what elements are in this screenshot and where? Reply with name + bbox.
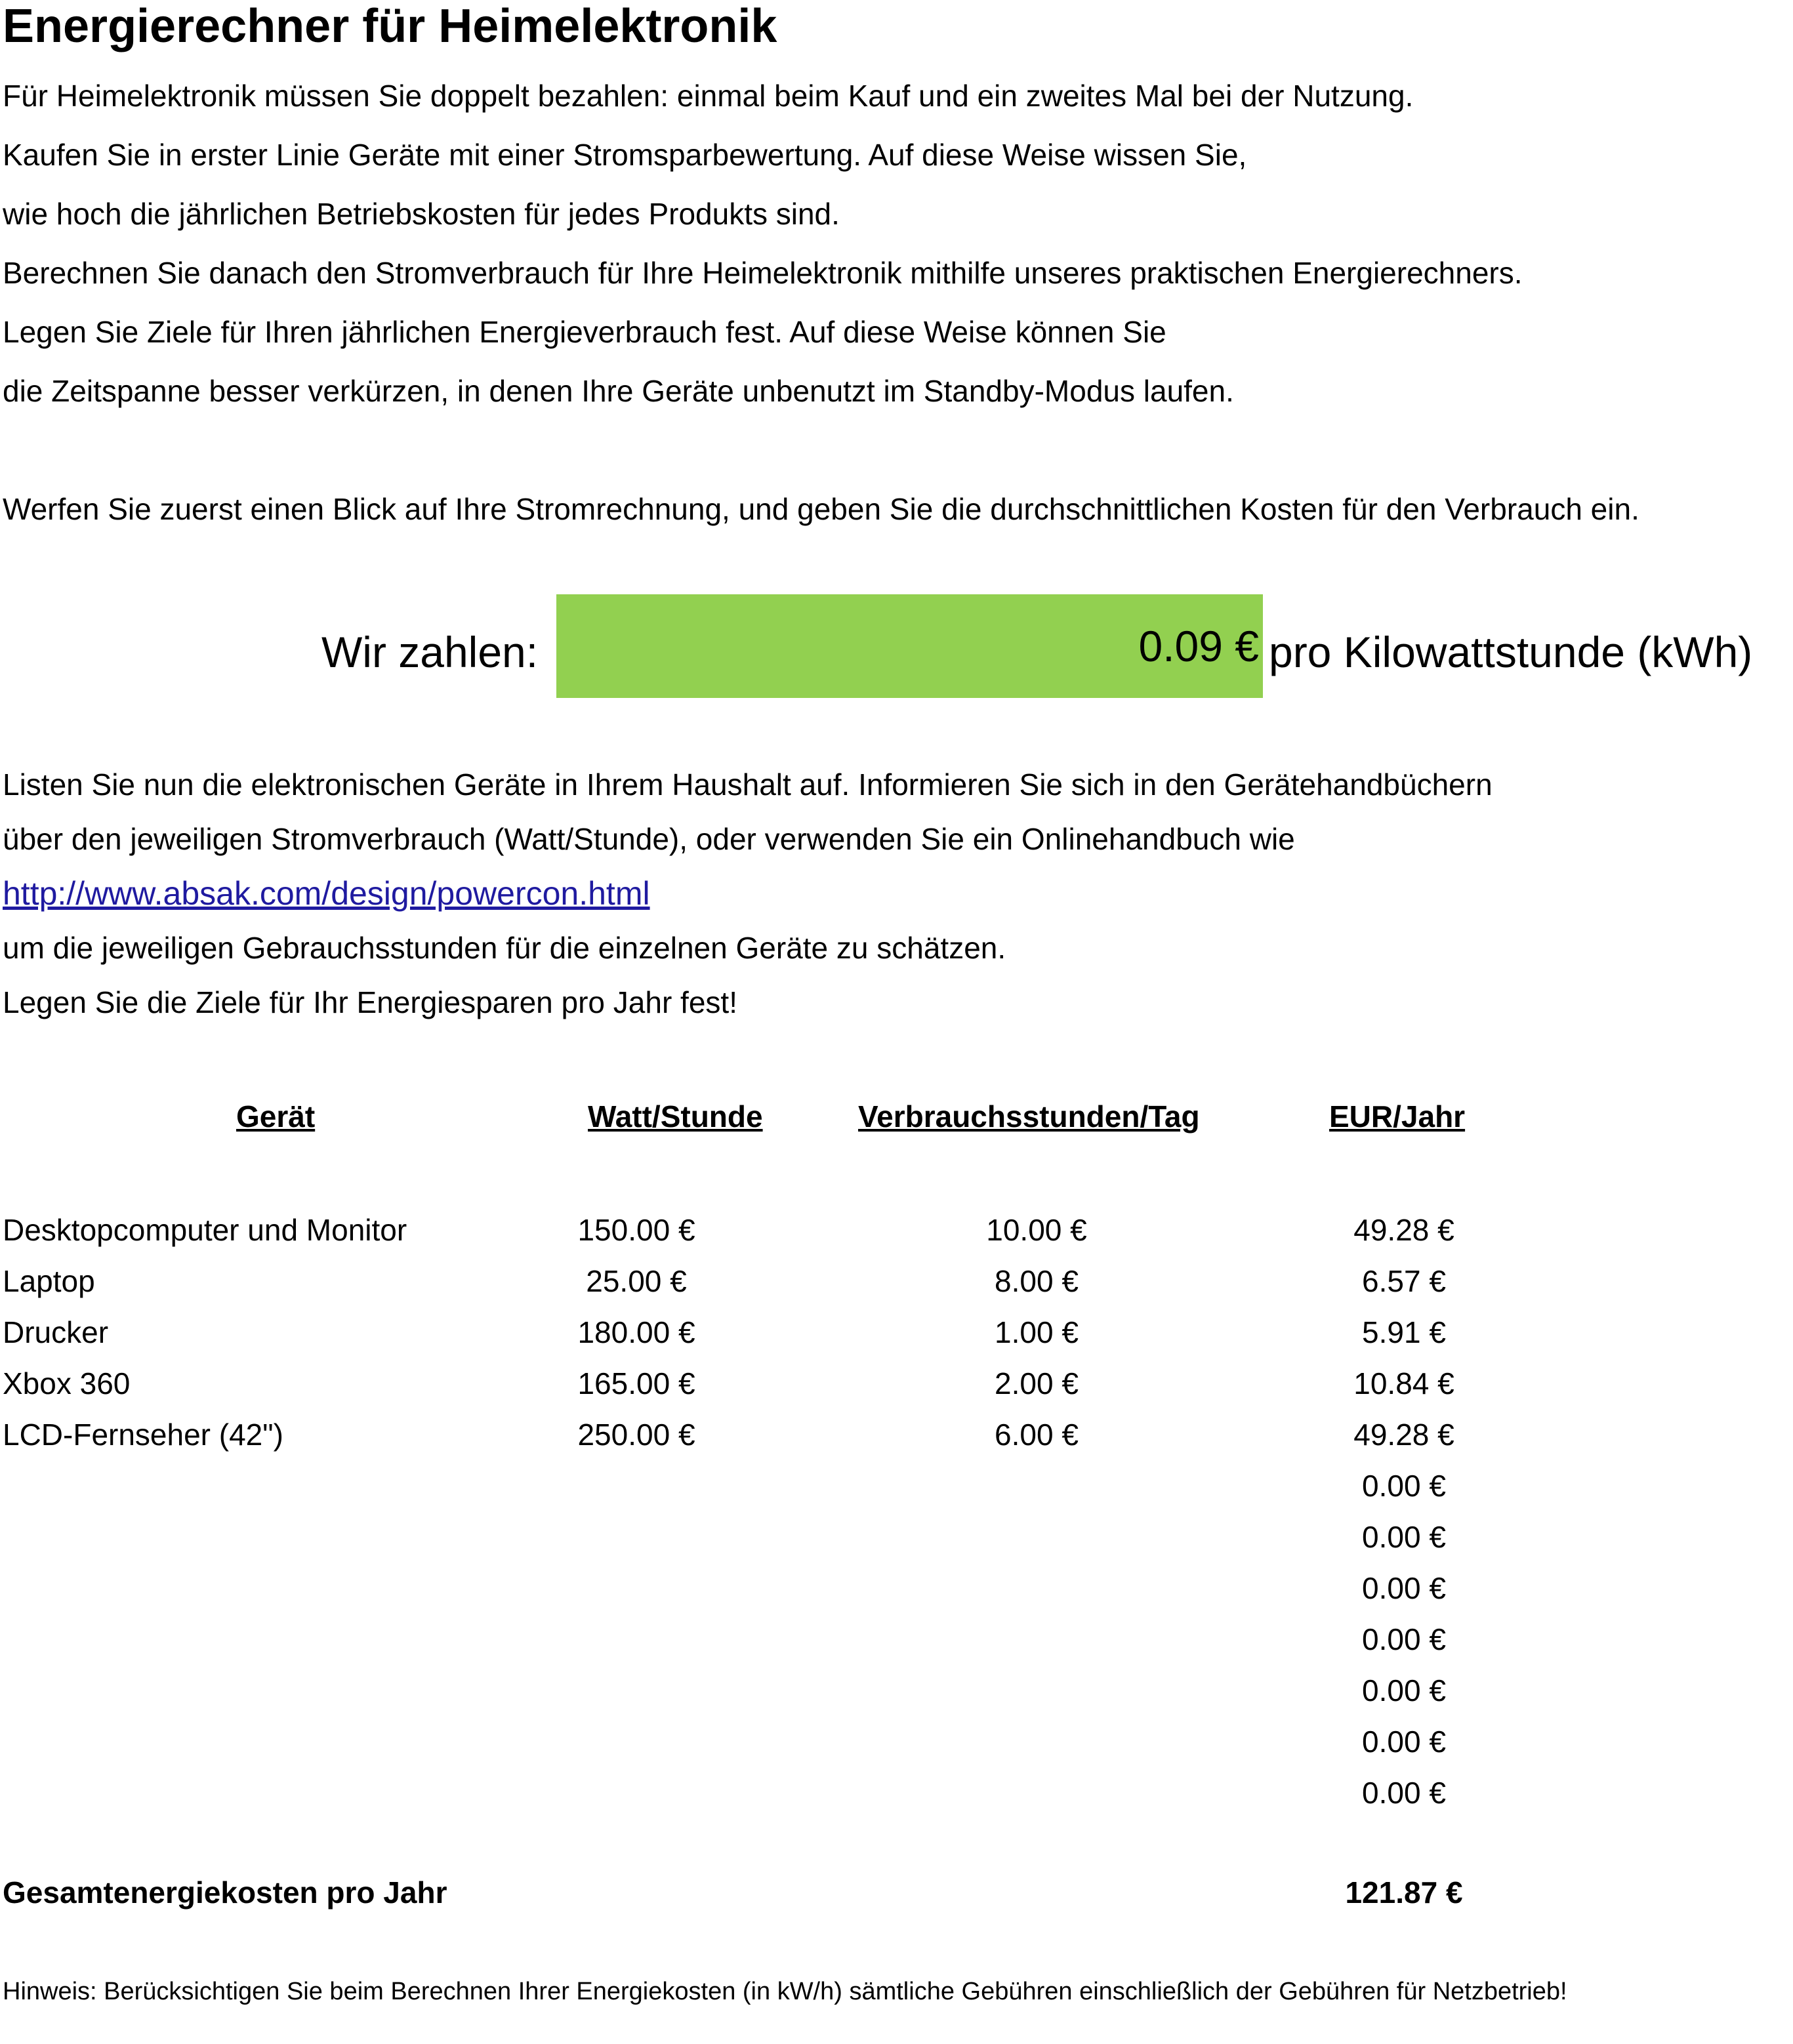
eur-cell: 49.28 € — [1353, 1213, 1454, 1247]
watt-cell[interactable]: 165.00 € — [577, 1366, 695, 1400]
eur-cell: 6.57 € — [1362, 1264, 1446, 1298]
intro-line: Für Heimelektronik müssen Sie doppelt bezahlen: einmal beim Kauf und ein zweites Mal bei der Nutzung. — [3, 79, 1414, 113]
table-row — [0, 1514, 1793, 1565]
table-row — [0, 1309, 1793, 1360]
eur-cell: 0.00 € — [1362, 1520, 1446, 1554]
blank-row — [3, 426, 1639, 485]
intro-line: Kaufen Sie in erster Linie Geräte mit einer Stromsparbewertung. Auf diese Weise wissen Sie, — [3, 138, 1247, 172]
instruction-line: über den jeweiligen Stromverbrauch (Watt/Stunde), oder verwenden Sie ein Onlinehandbuch wie — [3, 822, 1295, 856]
device-instructions — [3, 761, 1493, 1033]
instruction-line: Listen Sie nun die elektronischen Geräte in Ihrem Haushalt auf. Informieren Sie sich in den Gerätehandbüchern — [3, 767, 1493, 802]
intro-line: die Zeitspanne besser verkürzen, in denen Ihre Geräte unbenutzt im Standby-Modus laufen. — [3, 374, 1234, 408]
eur-cell: 5.91 € — [1362, 1315, 1446, 1349]
watt-cell[interactable]: 150.00 € — [577, 1213, 695, 1247]
device-cell[interactable]: Drucker — [3, 1315, 109, 1349]
hours-cell[interactable]: 1.00 € — [995, 1315, 1079, 1349]
eur-cell: 0.00 € — [1362, 1673, 1446, 1707]
eur-cell: 0.00 € — [1362, 1776, 1446, 1810]
eur-cell: 0.00 € — [1362, 1725, 1446, 1759]
eur-cell: 49.28 € — [1353, 1418, 1454, 1452]
rate-label: Wir zahlen: — [321, 628, 539, 676]
watt-cell[interactable]: 250.00 € — [577, 1418, 695, 1452]
column-header-device: Gerät — [236, 1099, 316, 1134]
instruction-line: Legen Sie die Ziele für Ihr Energiesparen pro Jahr fest! — [3, 985, 737, 1019]
table-row — [0, 1412, 1793, 1463]
table-row — [0, 1616, 1793, 1667]
rate-row — [0, 590, 1793, 695]
table-row — [0, 1719, 1793, 1770]
column-header-watt: Watt/Stunde — [588, 1099, 763, 1134]
instruction-line: um die jeweiligen Gebrauchsstunden für die einzelnen Geräte zu schätzen. — [3, 931, 1006, 965]
hours-cell[interactable]: 6.00 € — [995, 1418, 1079, 1452]
table-row — [0, 1565, 1793, 1616]
table-row — [0, 1207, 1793, 1258]
table-row — [0, 1360, 1793, 1412]
eur-cell: 0.00 € — [1362, 1622, 1446, 1656]
eur-cell: 0.00 € — [1362, 1469, 1446, 1503]
device-cell[interactable]: Xbox 360 — [3, 1366, 131, 1400]
hours-cell[interactable]: 2.00 € — [995, 1366, 1079, 1400]
total-value: 121.87 € — [1345, 1875, 1463, 1910]
table-row — [0, 1463, 1793, 1514]
column-header-hours: Verbrauchsstunden/Tag — [858, 1099, 1200, 1134]
column-header-eur: EUR/Jahr — [1329, 1099, 1466, 1134]
intro-line: Legen Sie Ziele für Ihren jährlichen Energieverbrauch fest. Auf diese Weise können Sie — [3, 315, 1166, 349]
eur-cell: 10.84 € — [1353, 1366, 1454, 1400]
intro-text — [3, 72, 1639, 544]
hours-cell[interactable]: 10.00 € — [986, 1213, 1087, 1247]
powercon-link[interactable]: http://www.absak.com/design/powercon.html — [3, 875, 650, 912]
footnote: Hinweis: Berücksichtigen Sie beim Berechnen Ihrer Energiekosten (in kW/h) sämtliche Gebühren einschließlich der Gebühren für Netzbetrieb! — [3, 1978, 1567, 2005]
page-title: Energierechner für Heimelektronik — [3, 0, 777, 52]
watt-cell[interactable]: 25.00 € — [586, 1264, 687, 1298]
device-cell[interactable]: Desktopcomputer und Monitor — [3, 1213, 407, 1247]
bill-instruction: Werfen Sie zuerst einen Blick auf Ihre Stromrechnung, und geben Sie die durchschnittlichen Kosten für den Verbrauch ein. — [3, 492, 1639, 526]
intro-line: Berechnen Sie danach den Stromverbrauch für Ihre Heimelektronik mithilfe unseres praktischen Energierechners. — [3, 256, 1523, 290]
rate-value: 0.09 € — [1138, 622, 1259, 670]
device-cell[interactable]: Laptop — [3, 1264, 95, 1298]
total-row — [0, 1870, 1793, 1915]
total-label: Gesamtenergiekosten pro Jahr — [3, 1875, 447, 1910]
watt-cell[interactable]: 180.00 € — [577, 1315, 695, 1349]
eur-cell: 0.00 € — [1362, 1571, 1446, 1605]
table-row — [0, 1667, 1793, 1719]
device-table — [0, 1207, 1793, 1821]
hours-cell[interactable]: 8.00 € — [995, 1264, 1079, 1298]
device-cell[interactable]: LCD-Fernseher (42") — [3, 1418, 283, 1452]
intro-line: wie hoch die jährlichen Betriebskosten für jedes Produkts sind. — [3, 197, 840, 231]
table-row — [0, 1258, 1793, 1309]
table-row — [0, 1770, 1793, 1821]
rate-unit: pro Kilowattstunde (kWh) — [1269, 628, 1753, 676]
rate-input-cell[interactable] — [556, 594, 1263, 698]
